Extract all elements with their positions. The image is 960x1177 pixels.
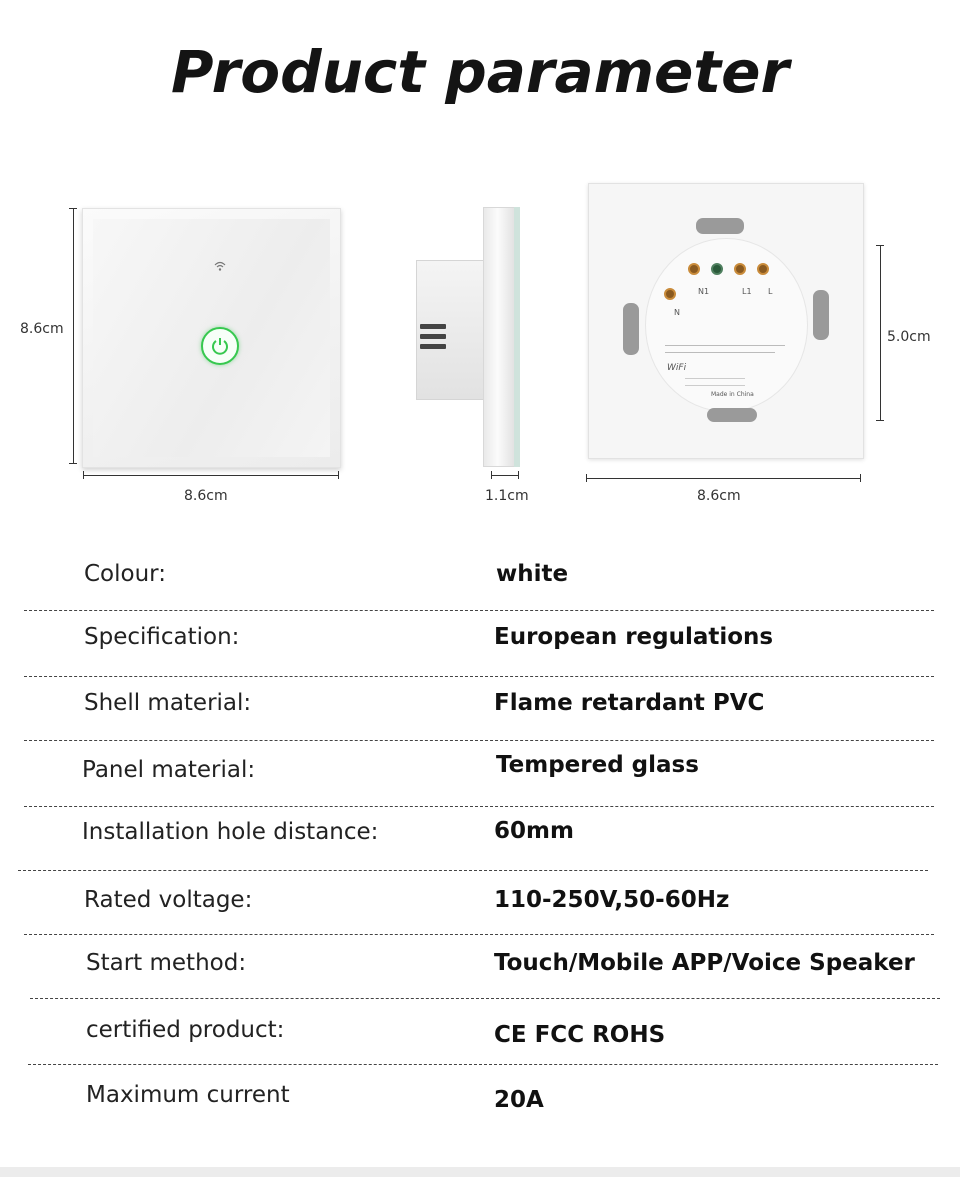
- row-divider: [24, 610, 934, 611]
- terminal-label-n: N: [674, 308, 680, 317]
- spec-label-hole-distance: Installation hole distance:: [82, 819, 379, 845]
- mount-clip: [696, 218, 744, 234]
- terminal-label-l: L: [768, 287, 773, 296]
- power-icon: [201, 327, 239, 365]
- terminal-screw: [734, 263, 746, 275]
- terminal-screw: [757, 263, 769, 275]
- row-divider: [24, 676, 934, 677]
- row-divider: [28, 1064, 938, 1065]
- row-divider: [30, 998, 940, 999]
- glass-panel: [93, 219, 330, 457]
- spec-label-shell-material: Shell material:: [84, 690, 252, 716]
- terminal-screw: [688, 263, 700, 275]
- spec-label-start-method: Start method:: [86, 950, 247, 976]
- spec-label-maximum-current: Maximum current: [86, 1082, 290, 1108]
- row-divider: [24, 806, 934, 807]
- terminal-label-n1: N1: [698, 287, 710, 296]
- side-vent: [420, 324, 446, 329]
- spec-label-colour: Colour:: [84, 561, 166, 587]
- front-height-tick-bottom: [69, 463, 77, 464]
- switch-side-body: [416, 260, 486, 400]
- back-height-tick-bottom: [876, 420, 884, 421]
- side-depth-tick-left: [491, 471, 492, 479]
- spec-label-certified-product: certified product:: [86, 1017, 285, 1043]
- spec-label-rated-voltage: Rated voltage:: [84, 887, 253, 913]
- wifi-logo: WiFi: [667, 363, 687, 373]
- side-vent: [420, 344, 446, 349]
- wifi-icon: [213, 259, 227, 273]
- side-vent: [420, 334, 446, 339]
- back-height-label: 5.0cm: [887, 329, 931, 345]
- spec-value-maximum-current: 20A: [494, 1087, 544, 1113]
- front-width-tick-right: [338, 471, 339, 479]
- row-divider: [24, 934, 934, 935]
- spec-value-shell-material: Flame retardant PVC: [494, 690, 765, 716]
- side-depth-line: [491, 475, 519, 476]
- spec-value-certified-product: CE FCC ROHS: [494, 1022, 666, 1048]
- back-width-tick-left: [586, 474, 587, 482]
- spec-value-panel-material: Tempered glass: [496, 752, 699, 778]
- spec-value-rated-voltage: 110-250V,50-60Hz: [494, 887, 730, 913]
- spec-value-specification: European regulations: [494, 624, 774, 650]
- page-title: Product parameter: [170, 38, 790, 106]
- back-fine-print: [665, 345, 795, 389]
- back-width-label: 8.6cm: [697, 488, 741, 504]
- front-width-tick-left: [83, 471, 84, 479]
- mount-clip: [813, 290, 829, 340]
- front-width-label: 8.6cm: [184, 488, 228, 504]
- front-height-line: [73, 208, 74, 464]
- terminal-led: [711, 263, 723, 275]
- spec-label-specification: Specification:: [84, 624, 240, 650]
- terminal-label-l1: L1: [742, 287, 752, 296]
- row-divider: [24, 740, 934, 741]
- back-height-line: [880, 245, 881, 421]
- side-depth-tick-right: [518, 471, 519, 479]
- back-width-tick-right: [860, 474, 861, 482]
- back-width-line: [586, 478, 861, 479]
- spec-label-panel-material: Panel material:: [82, 757, 256, 783]
- side-depth-label: 1.1cm: [485, 488, 529, 504]
- mount-clip: [623, 303, 639, 355]
- front-width-line: [83, 475, 339, 476]
- spec-value-colour: white: [496, 561, 569, 587]
- back-height-tick-top: [876, 245, 884, 246]
- spec-value-hole-distance: 60mm: [494, 818, 574, 844]
- switch-front-view: [82, 208, 341, 468]
- terminal-screw: [664, 288, 676, 300]
- front-height-tick-top: [69, 208, 77, 209]
- front-height-label: 8.6cm: [20, 321, 64, 337]
- spec-value-start-method: Touch/Mobile APP/Voice Speaker: [494, 950, 915, 976]
- switch-side-glass: [514, 207, 520, 467]
- row-divider: [18, 870, 928, 871]
- mount-clip: [707, 408, 757, 422]
- made-in-label: Made in China: [711, 391, 754, 398]
- footer-band: [0, 1167, 960, 1177]
